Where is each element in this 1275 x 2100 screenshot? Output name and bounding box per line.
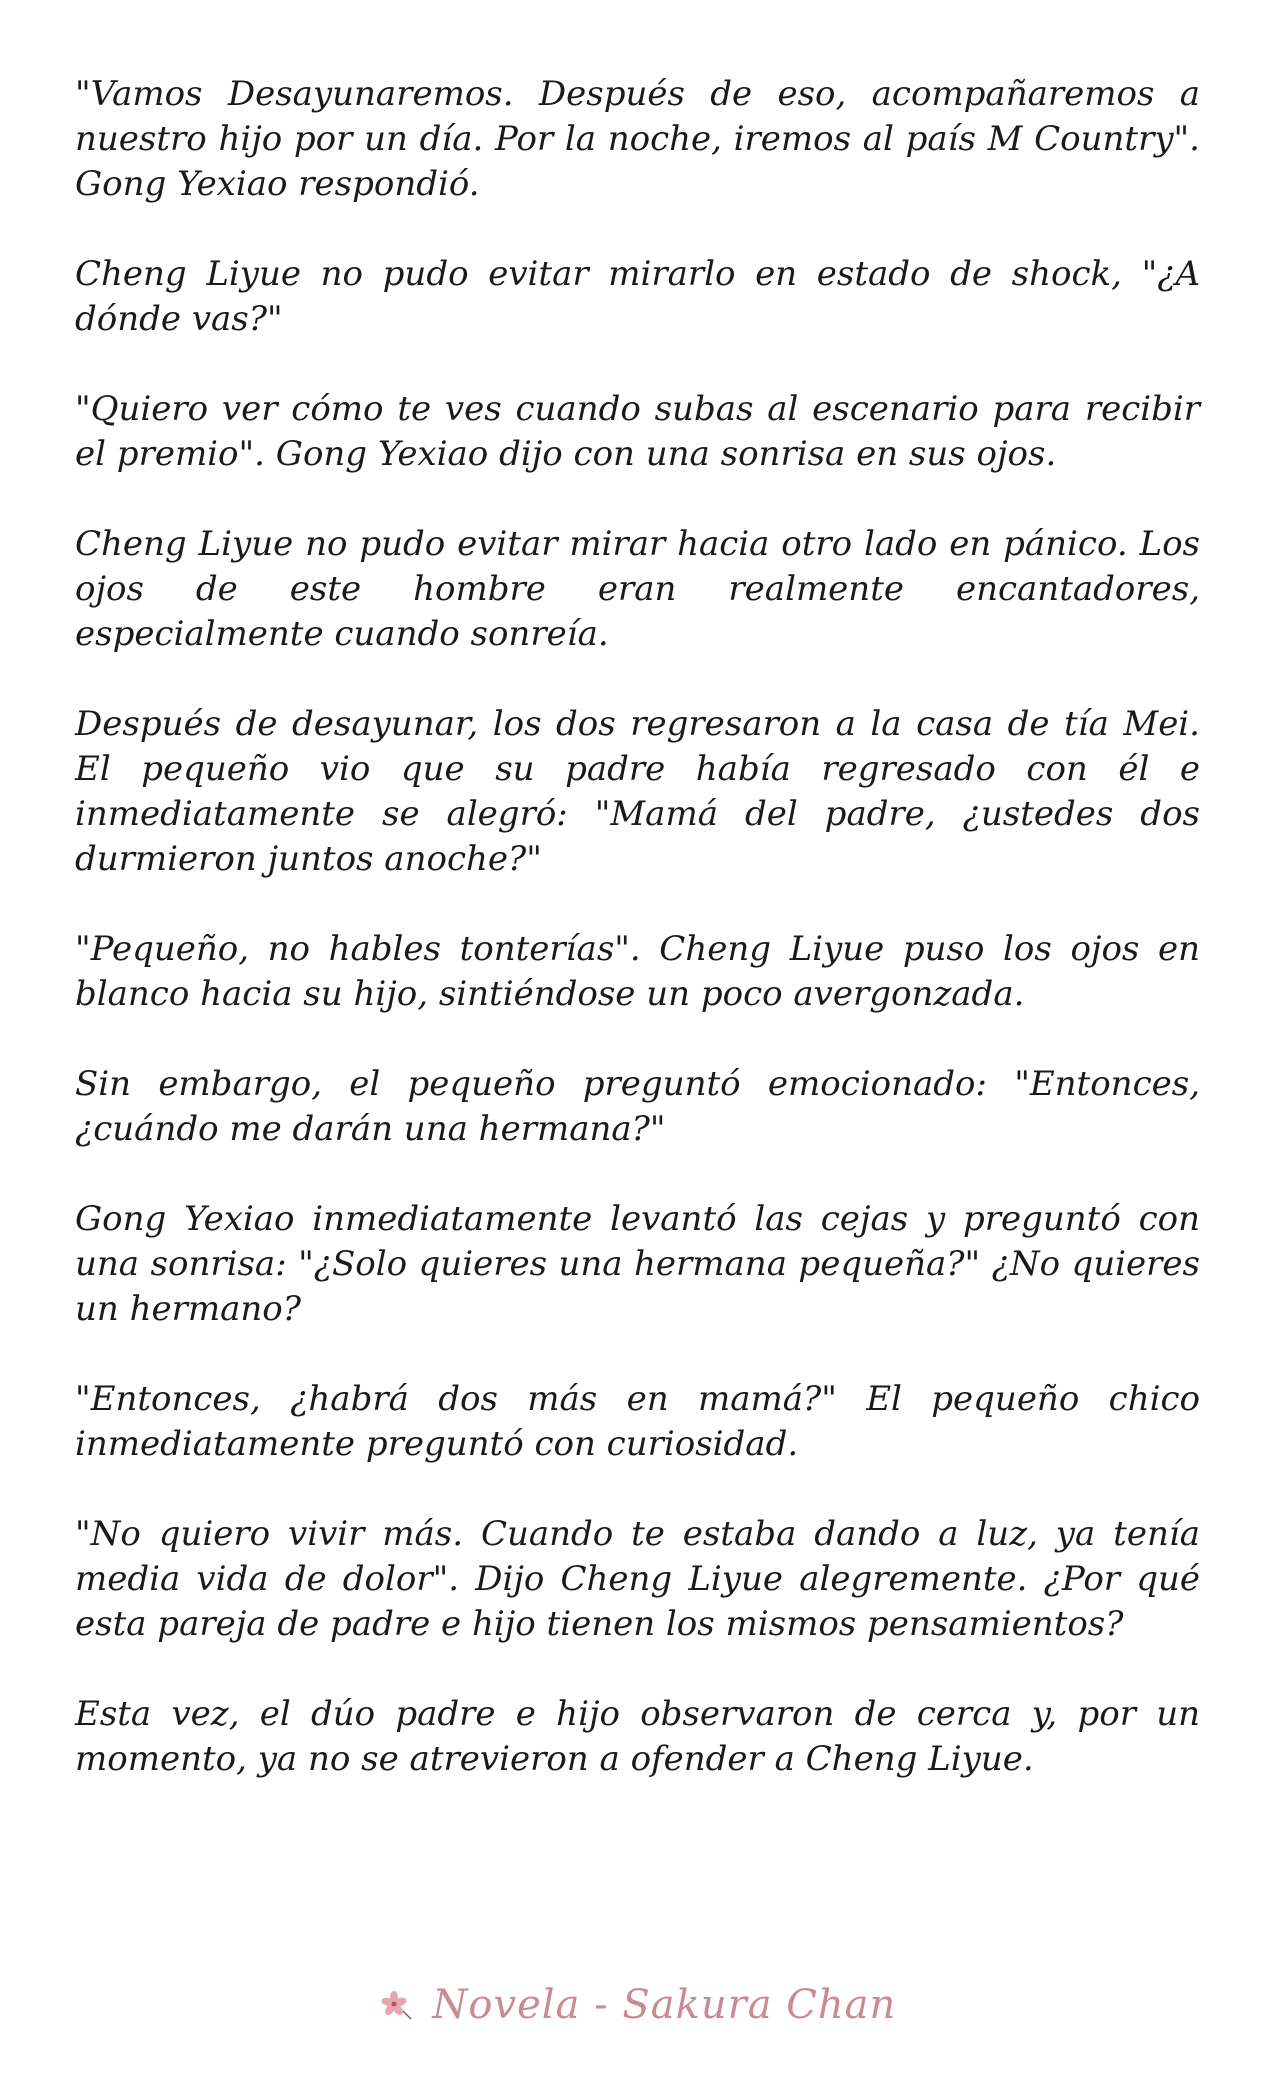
paragraph: Esta vez, el dúo padre e hijo observaron de cerca y, por un momento, ya no se atrevieron a ofender a Cheng Liyue. <box>75 1694 1200 1779</box>
paragraph: "Vamos Desayunaremos. Después de eso, acompañaremos a nuestro hijo por un día. Por la noche, iremos al país M Country". Gong Yexiao respondió. <box>75 74 1200 204</box>
paragraph: "Entonces, ¿habrá dos más en mamá?" El pequeño chico inmediatamente preguntó con curiosidad. <box>75 1379 1200 1464</box>
paragraph: Sin embargo, el pequeño preguntó emocionado: "Entonces, ¿cuándo me darán una hermana?" <box>75 1064 1200 1149</box>
paragraph: "Pequeño, no hables tonterías". Cheng Liyue puso los ojos en blanco hacia su hijo, sintiéndose un poco avergonzada. <box>75 929 1200 1014</box>
paragraph: Cheng Liyue no pudo evitar mirar hacia otro lado en pánico. Los ojos de este hombre eran realmente encantadores, especialmente cuando sonreía. <box>75 524 1200 654</box>
paragraph: "Quiero ver cómo te ves cuando subas al escenario para recibir el premio". Gong Yexiao dijo con una sonrisa en sus ojos. <box>75 389 1200 474</box>
paragraph: Cheng Liyue no pudo evitar mirarlo en estado de shock, "¿A dónde vas?" <box>75 254 1200 339</box>
chapter-text <box>75 72 1200 1782</box>
paragraph: "No quiero vivir más. Cuando te estaba dando a luz, ya tenía media vida de dolor". Dijo Cheng Liyue alegremente. ¿Por qué esta pareja de padre e hijo tienen los mismos pensamientos? <box>75 1514 1200 1644</box>
paragraph: Gong Yexiao inmediatamente levantó las cejas y preguntó con una sonrisa: "¿Solo quieres una hermana pequeña?" ¿No quieres un hermano? <box>75 1199 1200 1329</box>
paragraph: Después de desayunar, los dos regresaron a la casa de tía Mei. El pequeño vio que su padre había regresado con él e inmediatamente se alegró: "Mamá del padre, ¿ustedes dos durmieron juntos anoche?" <box>75 704 1200 879</box>
sakura-flower-icon <box>379 1985 413 2031</box>
watermark-text: Novela - Sakura Chan <box>432 1982 897 2028</box>
watermark <box>0 1982 1275 2031</box>
